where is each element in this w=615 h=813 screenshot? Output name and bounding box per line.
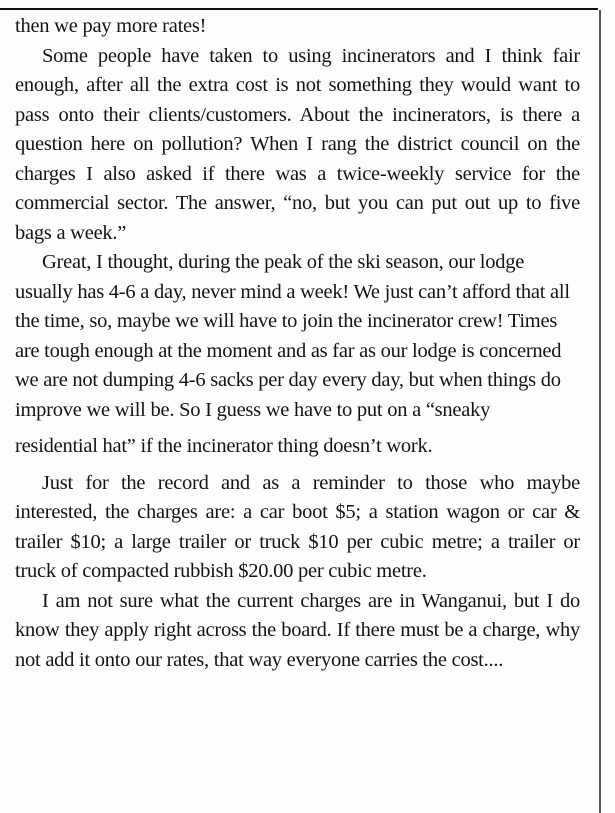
top-rule	[0, 8, 598, 10]
paragraph-continuation: then we pay more rates!	[15, 15, 207, 37]
column-rule	[599, 10, 601, 813]
paragraph-residential-hat: residential hat” if the incinerator thing doesn’t work.	[15, 435, 433, 457]
paragraph-wanganui: I am not sure what the current charges are in Wanganui, but I do know they apply right across the board. If there must be a charge, why not add it onto our rates, that way everyone carries the cost....	[15, 589, 580, 671]
paragraph-ski-season: Great, I thought, during the peak of the ski season, our lodge usually has 4-6 a day, never mind a week! We just can’t afford that all the time, so, maybe we will have to join the incinerator crew! Times are tough enough at the moment and as far as our lodge is concerned we are not dumping 4-6 sacks per day every day, but when things do improve we will be. So I guess we have to put on a “sneaky	[15, 251, 570, 421]
article-column	[15, 12, 580, 675]
paragraph-charges: Just for the record and as a reminder to those who maybe interested, the charges are: a car boot $5; a station wagon or car & trailer $10; a large trailer or truck $10 per cubic metre; a trailer or truck of compacted rubbish $20.00 per cubic metre.	[15, 471, 580, 582]
paragraph-incinerators: Some people have taken to using incinerators and I think fair enough, after all the extra cost is not something they would want to pass onto their clients/customers. About the incinerators, is there a question here on pollution? When I rang the district council on the charges I also asked if there was a twice-weekly service for the commercial sector. The answer, “no, but you can put out up to five bags a week.”	[15, 44, 580, 244]
